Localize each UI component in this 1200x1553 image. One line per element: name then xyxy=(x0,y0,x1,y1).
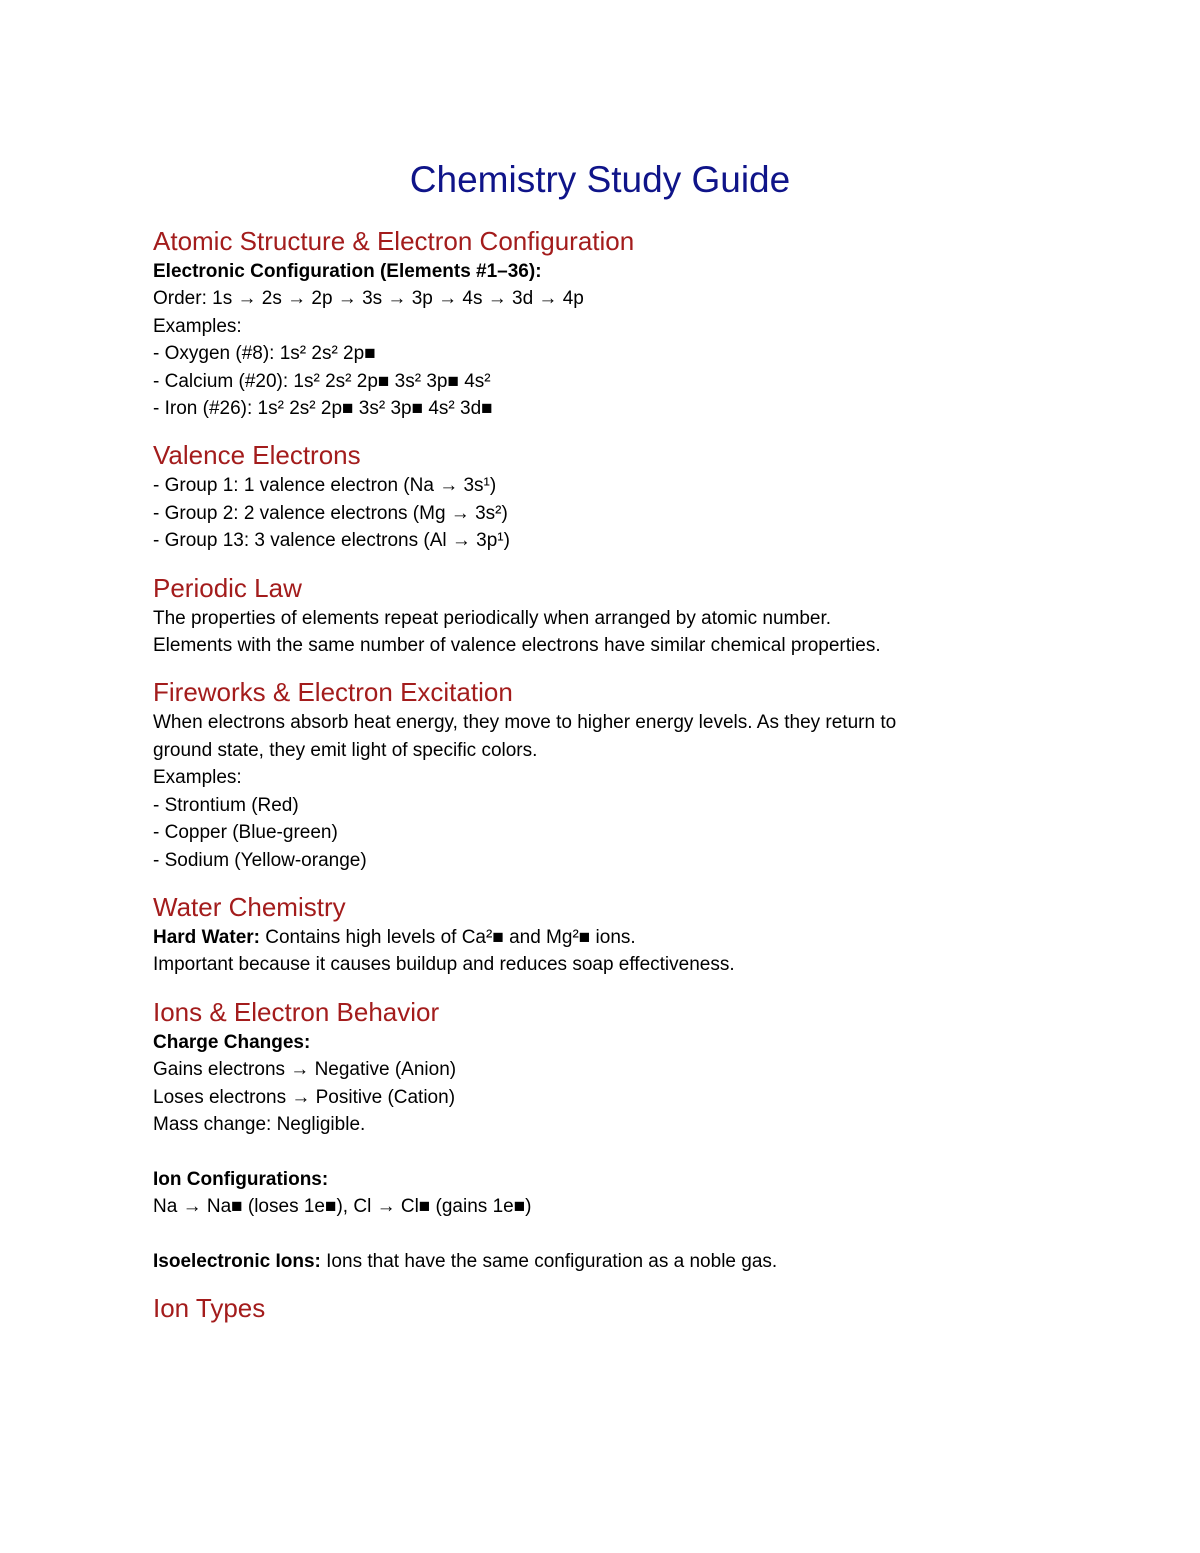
section-heading: Water Chemistry xyxy=(153,891,346,922)
list-item: Gains electrons → Negative (Anion) xyxy=(153,1059,457,1081)
paragraph-line: When electrons absorb heat energy, they move to higher energy levels. As they return to xyxy=(153,712,897,734)
section-fireworks xyxy=(153,675,1113,873)
section-heading: Ions & Electron Behavior xyxy=(153,996,440,1027)
hard-water-label: Hard Water: xyxy=(153,926,260,948)
list-item: - Group 1: 1 valence electron (Na → 3s¹) xyxy=(153,475,497,497)
examples-label: Examples: xyxy=(153,315,242,337)
section-heading: Periodic Law xyxy=(153,572,302,603)
section-heading: Valence Electrons xyxy=(153,440,361,471)
spacer xyxy=(153,1138,1113,1165)
subheading: Electronic Configuration (Elements #1–36): xyxy=(153,261,542,282)
paragraph-line: ground state, they emit light of specific colors. xyxy=(153,739,538,761)
example-iron: - Iron (#26): 1s² 2s² 2p■ 3s² 3p■ 4s² 3d■ xyxy=(153,398,493,420)
section-atomic-structure xyxy=(153,224,1113,422)
order-line: Order: 1s → 2s → 2p → 3s → 3p → 4s → 3d → 4p xyxy=(153,288,584,310)
ion-configurations-text: Na → Na■ (loses 1e■), Cl → Cl■ (gains 1e■) xyxy=(153,1196,532,1218)
section-ion-types xyxy=(153,1291,1113,1325)
hard-water-text: Contains high levels of Ca²■ and Mg²■ ions. xyxy=(259,926,636,948)
isoelectronic-text: Ions that have the same configuration as a noble gas. xyxy=(320,1250,778,1272)
section-water-chemistry xyxy=(153,890,1113,979)
paragraph-line: Important because it causes buildup and reduces soap effectiveness. xyxy=(153,954,735,976)
list-item: - Sodium (Yellow-orange) xyxy=(153,849,367,871)
list-item: Mass change: Negligible. xyxy=(153,1113,366,1135)
paragraph-line: Elements with the same number of valence electrons have similar chemical properties. xyxy=(153,635,881,657)
section-heading: Fireworks & Electron Excitation xyxy=(153,677,513,708)
hard-water-line xyxy=(153,924,1113,951)
page-title: Chemistry Study Guide xyxy=(409,159,791,200)
section-valence-electrons xyxy=(153,438,1113,554)
section-heading: Atomic Structure & Electron Configuration xyxy=(153,226,635,256)
examples-label: Examples: xyxy=(153,767,242,789)
example-calcium: - Calcium (#20): 1s² 2s² 2p■ 3s² 3p■ 4s² xyxy=(153,370,491,392)
section-periodic-law xyxy=(153,571,1113,660)
list-item: - Copper (Blue-green) xyxy=(153,822,338,844)
example-oxygen: - Oxygen (#8): 1s² 2s² 2p■ xyxy=(153,343,376,365)
spacer xyxy=(153,1221,1113,1248)
paragraph-line: The properties of elements repeat periodically when arranged by atomic number. xyxy=(153,607,832,629)
section-ions xyxy=(153,995,1113,1276)
list-item: - Group 2: 2 valence electrons (Mg → 3s²) xyxy=(153,502,508,524)
document-body xyxy=(153,224,1113,1341)
charge-changes-label: Charge Changes: xyxy=(153,1031,311,1053)
list-item: Loses electrons → Positive (Cation) xyxy=(153,1086,456,1108)
isoelectronic-label: Isoelectronic Ions: xyxy=(153,1250,321,1272)
list-item: - Group 13: 3 valence electrons (Al → 3p¹) xyxy=(153,530,510,552)
list-item: - Strontium (Red) xyxy=(153,794,299,816)
section-heading: Ion Types xyxy=(153,1293,266,1324)
isoelectronic-line xyxy=(153,1248,1113,1275)
ion-configurations-label: Ion Configurations: xyxy=(153,1168,329,1190)
